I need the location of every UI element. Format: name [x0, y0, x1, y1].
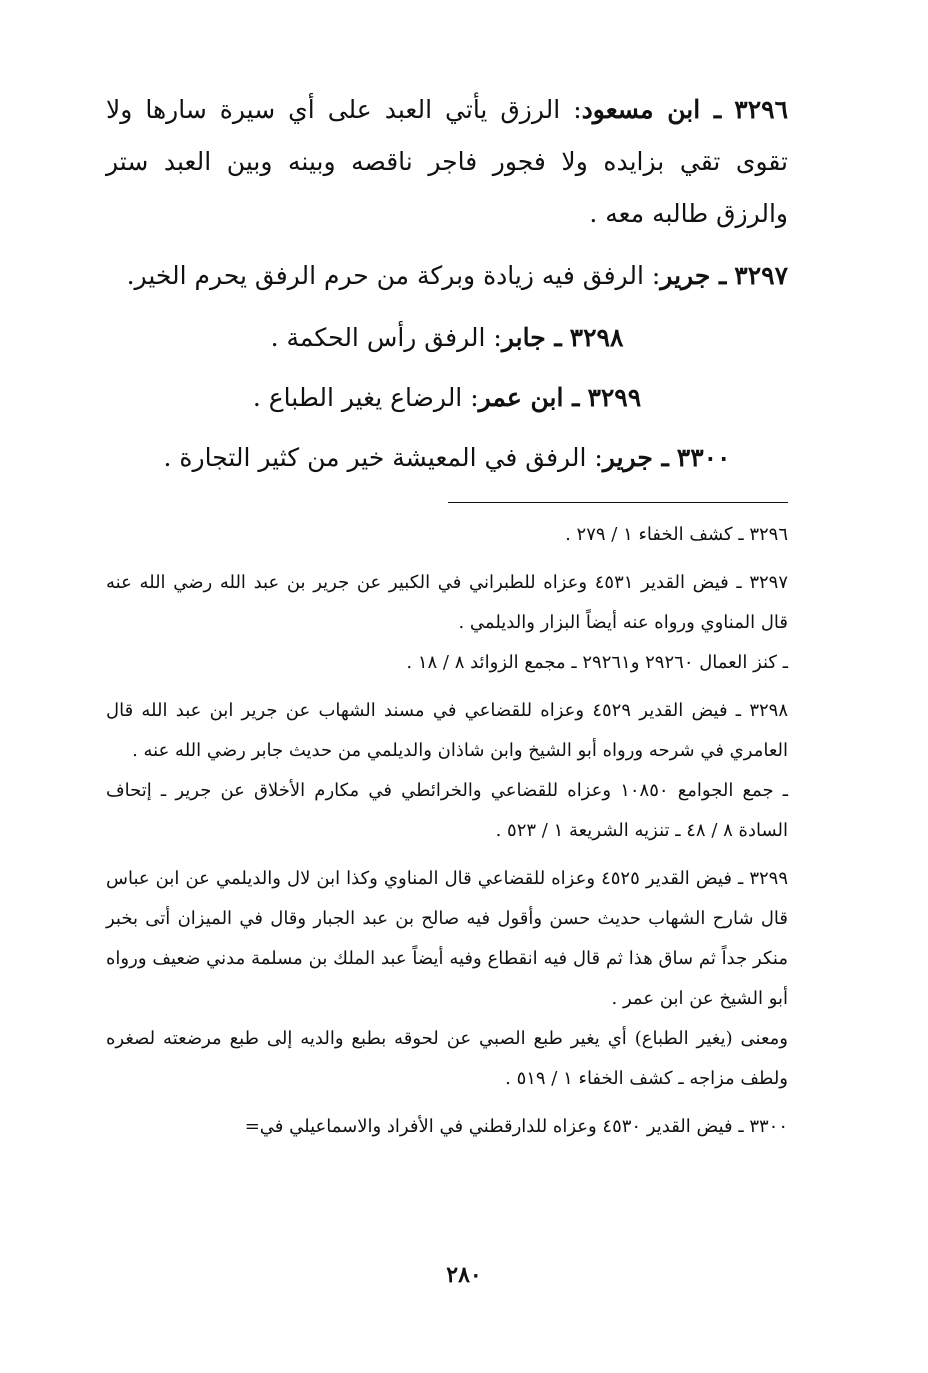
entry-text: الرضاع يغير الطباع .	[252, 383, 463, 412]
narrator-name: جابر	[501, 323, 546, 352]
footnote-3297-refs: ـ كنز العمال ٢٩٢٦٠ و٢٩٢٦١ ـ مجمع الزوائد ٨ / ١٨ .	[406, 652, 788, 673]
narrator-name: ابن مسعود	[581, 95, 701, 124]
narrator-name: جرير	[602, 443, 653, 472]
entry-3300: ٣٣٠٠ ـ جرير: الرفق في المعيشة خير من كثير التجارة .	[163, 443, 731, 472]
entry-3296: ٣٢٩٦ ـ ابن مسعود: الرزق يأتي العبد على أي سيرة سارها ولا تقوى تقي بزايده ولا فجور فاجر ناقصه وبينه وبين العبد ستر والرزق طالبه معه .	[106, 95, 788, 228]
footnote-3298: ٣٢٩٨ ـ فيض القدير ٤٥٢٩ وعزاه للقضاعي في مسند الشهاب عن جرير ابن عبد الله قال العامري في شرحه ورواه أبو الشيخ وابن شاذان والديلمي من حديث جابر رضي الله عنه .	[106, 700, 788, 761]
entry-number: ٣٢٩٧	[734, 261, 788, 290]
footnote-3300: ٣٣٠٠ ـ فيض القدير ٤٥٣٠ وعزاه للدارقطني في الأفراد والاسماعيلي في=	[244, 1116, 788, 1137]
entry-number: ٣٣٠٠	[676, 443, 731, 472]
entry-3298: ٣٢٩٨ ـ جابر: الرفق رأس الحكمة .	[270, 323, 624, 352]
footnote-3296: ٣٢٩٦ ـ كشف الخفاء ١ / ٢٧٩ .	[565, 524, 788, 545]
entry-text: الرفق فيه زيادة وبركة من حرم الرفق يحرم الخير.	[126, 261, 644, 290]
entry-number: ٣٢٩٩	[587, 383, 642, 412]
footnote-divider	[448, 502, 788, 503]
narrator-name: جرير	[660, 261, 711, 290]
footnote-3299: ٣٢٩٩ ـ فيض القدير ٤٥٢٥ وعزاه للقضاعي قال المناوي وكذا ابن لال والديلمي عن ابن عباس قال شارح الشهاب حديث حسن وأقول فيه صالح بن عبد الجبار وقال في الميزان أتى بخبر منكر جداً ثم ساق هذا ثم قال فيه انقطاع وفيه أيضاً عبد الملك بن مسلمة مدني ضعيف ورواه أبو الشيخ عن ابن عمر .	[106, 868, 788, 1009]
page-content	[106, 84, 788, 1155]
entry-number: ٣٢٩٨	[569, 323, 624, 352]
entry-3299: ٣٢٩٩ ـ ابن عمر: الرضاع يغير الطباع .	[252, 383, 642, 412]
footnote-3298-refs: ـ جمع الجوامع ١٠٨٥٠ وعزاه للقضاعي والخرائطي في مكارم الأخلاق عن جرير ـ إتحاف السادة ٨ / ٤٨ ـ تنزيه الشريعة ١ / ٥٢٣ .	[106, 780, 788, 841]
entry-number: ٣٢٩٦	[734, 95, 788, 124]
footnote-3297: ٣٢٩٧ ـ فيض القدير ٤٥٣١ وعزاه للطبراني في الكبير عن جرير بن عبد الله رضي الله عنه قال المناوي ورواه عنه أيضاً البزار والديلمي .	[106, 572, 789, 633]
entry-3297: ٣٢٩٧ ـ جرير: الرفق فيه زيادة وبركة من حرم الرفق يحرم الخير.	[126, 261, 788, 290]
footnotes	[106, 515, 788, 1147]
footnote-3299-meaning: ومعنى (يغير الطباع) أي يغير طبع الصبي عن لحوقه بطبع والديه إلى طبع مرضعته لصغره ولطف مزاجه ـ كشف الخفاء ١ / ٥١٩ .	[106, 1028, 788, 1089]
page-number: ٢٨٠	[446, 1262, 482, 1288]
entry-text: الرفق في المعيشة خير من كثير التجارة .	[163, 443, 587, 472]
entry-text: الرفق رأس الحكمة .	[270, 323, 486, 352]
narrator-name: ابن عمر	[478, 383, 564, 412]
main-text	[106, 84, 788, 484]
entry-text: الرزق يأتي العبد على أي سيرة سارها ولا تقوى تقي بزايده ولا فجور فاجر ناقصه وبينه وبين العبد ستر والرزق طالبه معه .	[106, 95, 788, 228]
